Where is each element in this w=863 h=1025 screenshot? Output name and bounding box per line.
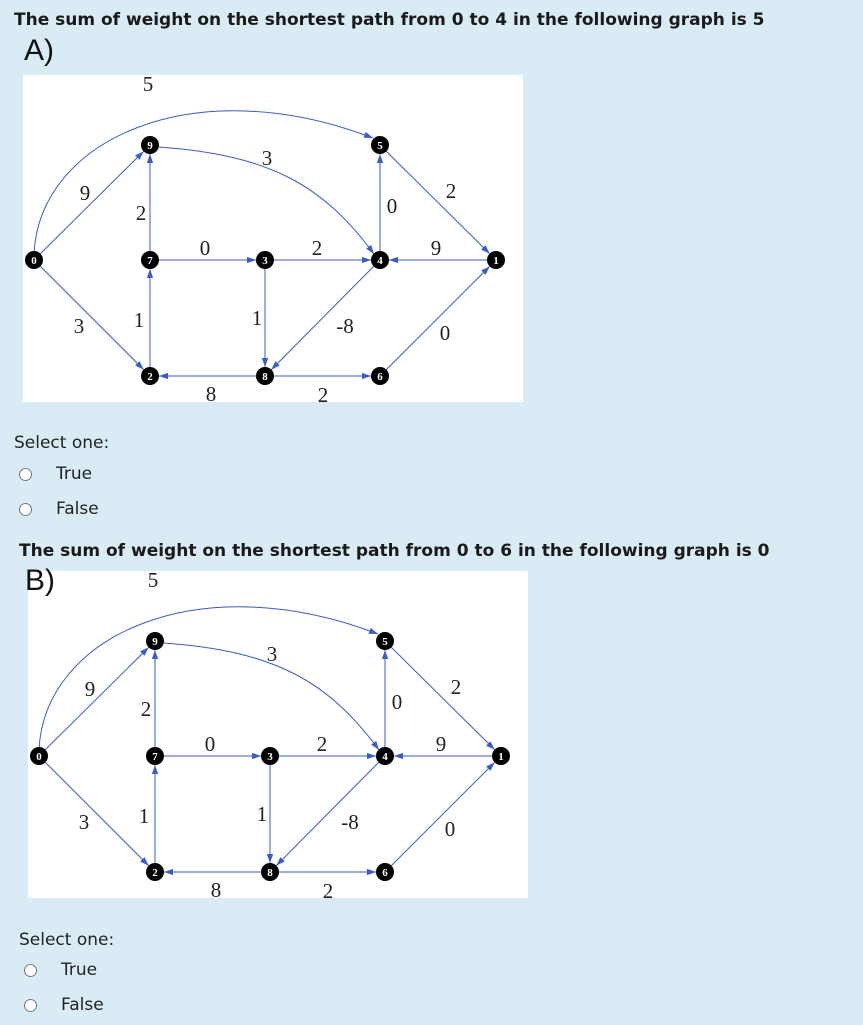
weight-label-w_2_7: 1 <box>133 308 145 332</box>
svg-text:0: 0 <box>31 255 37 267</box>
option-label: True <box>61 960 98 980</box>
weight-label-w_0_5: 5 <box>142 75 154 96</box>
svg-text:1: 1 <box>498 751 504 763</box>
edge-6-1 <box>386 266 489 369</box>
weight-label-w_3_4: 2 <box>316 732 328 756</box>
svg-text:5: 5 <box>382 636 388 648</box>
node-4 <box>376 747 394 765</box>
node-0 <box>30 747 48 765</box>
weight-label-w_3_8: 1 <box>256 802 268 826</box>
node-0 <box>25 251 43 269</box>
option-label: False <box>61 995 104 1015</box>
svg-text:4: 4 <box>382 751 388 763</box>
edge-0-2 <box>45 762 148 865</box>
node-4 <box>371 251 389 269</box>
weight-label-w_6_1: 0 <box>439 321 451 345</box>
option-label: True <box>56 464 93 484</box>
node-8 <box>256 367 274 385</box>
weight-label-w_3_4: 2 <box>311 236 323 260</box>
node-9 <box>146 632 164 650</box>
edge-6-1 <box>391 762 494 865</box>
node-3 <box>256 251 274 269</box>
node-5 <box>371 136 389 154</box>
question-text: The sum of weight on the shortest path from 0 to 6 in the following graph is 0 <box>19 541 770 561</box>
weight-label-w_4_8: -8 <box>341 810 359 834</box>
option-true[interactable] <box>24 960 97 980</box>
node-7 <box>146 747 164 765</box>
graph-image <box>23 75 523 402</box>
select-one-prompt: Select one: <box>14 433 110 453</box>
weight-label-w_9_4: 3 <box>261 146 273 170</box>
svg-text:4: 4 <box>377 255 383 267</box>
node-6 <box>371 367 389 385</box>
radio-button[interactable] <box>19 503 32 516</box>
option-label: False <box>56 499 99 519</box>
option-true[interactable] <box>19 464 92 484</box>
svg-text:0: 0 <box>36 751 42 763</box>
graph-label: B) <box>25 564 55 597</box>
svg-text:2: 2 <box>152 867 158 879</box>
weight-label-w_2_7: 1 <box>138 804 150 828</box>
svg-text:3: 3 <box>262 255 268 267</box>
weight-label-w_0_5: 5 <box>147 571 159 592</box>
node-2 <box>146 863 164 881</box>
edge-0-9 <box>40 151 143 253</box>
node-1 <box>487 251 505 269</box>
radio-button[interactable] <box>24 964 37 977</box>
weight-label-w_7_9: 2 <box>140 697 152 721</box>
graph-label: A) <box>24 34 54 67</box>
weight-label-w_8_6: 2 <box>317 383 329 402</box>
weight-label-w_5_1: 2 <box>445 179 457 203</box>
svg-text:2: 2 <box>147 371 153 383</box>
question-text: The sum of weight on the shortest path from 0 to 4 in the following graph is 5 <box>14 10 765 30</box>
option-false[interactable] <box>24 995 104 1015</box>
svg-text:9: 9 <box>147 140 153 152</box>
weight-label-w_8_6: 2 <box>322 879 334 898</box>
node-8 <box>261 863 279 881</box>
node-3 <box>261 747 279 765</box>
weight-label-w_6_1: 0 <box>444 817 456 841</box>
svg-text:6: 6 <box>377 371 383 383</box>
edge-4-8 <box>271 266 373 369</box>
svg-text:6: 6 <box>382 867 388 879</box>
edge-0-9 <box>45 647 148 749</box>
node-6 <box>376 863 394 881</box>
weight-label-w_9_4: 3 <box>266 642 278 666</box>
svg-text:1: 1 <box>493 255 499 267</box>
weight-label-w_4_5: 0 <box>386 194 398 218</box>
weight-label-w_7_3: 0 <box>199 236 211 260</box>
radio-button[interactable] <box>19 468 32 481</box>
node-5 <box>376 632 394 650</box>
weight-label-w_0_2: 3 <box>78 810 90 834</box>
svg-text:7: 7 <box>152 751 158 763</box>
weight-label-w_0_2: 3 <box>73 314 85 338</box>
graph-image <box>28 571 528 898</box>
node-9 <box>141 136 159 154</box>
weight-label-w_0_9: 9 <box>79 181 91 205</box>
weight-label-w_3_8: 1 <box>251 306 263 330</box>
svg-text:8: 8 <box>262 371 268 383</box>
svg-text:3: 3 <box>267 751 273 763</box>
node-2 <box>141 367 159 385</box>
weight-label-w_4_8: -8 <box>336 314 354 338</box>
weight-label-w_1_4: 9 <box>435 732 447 756</box>
svg-text:9: 9 <box>152 636 158 648</box>
select-one-prompt: Select one: <box>19 930 115 950</box>
weight-label-w_4_5: 0 <box>391 690 403 714</box>
node-7 <box>141 251 159 269</box>
weight-label-w_0_9: 9 <box>84 677 96 701</box>
weight-label-w_8_2: 8 <box>210 878 222 898</box>
edge-0-2 <box>40 266 143 369</box>
svg-text:8: 8 <box>267 867 273 879</box>
svg-text:5: 5 <box>377 140 383 152</box>
node-1 <box>492 747 510 765</box>
radio-button[interactable] <box>24 999 37 1012</box>
edge-4-8 <box>276 762 378 865</box>
weight-label-w_7_9: 2 <box>135 201 147 225</box>
option-false[interactable] <box>19 499 99 519</box>
weight-label-w_8_2: 8 <box>205 382 217 402</box>
weight-label-w_7_3: 0 <box>204 732 216 756</box>
weight-label-w_5_1: 2 <box>450 675 462 699</box>
weight-label-w_1_4: 9 <box>430 236 442 260</box>
svg-text:7: 7 <box>147 255 153 267</box>
